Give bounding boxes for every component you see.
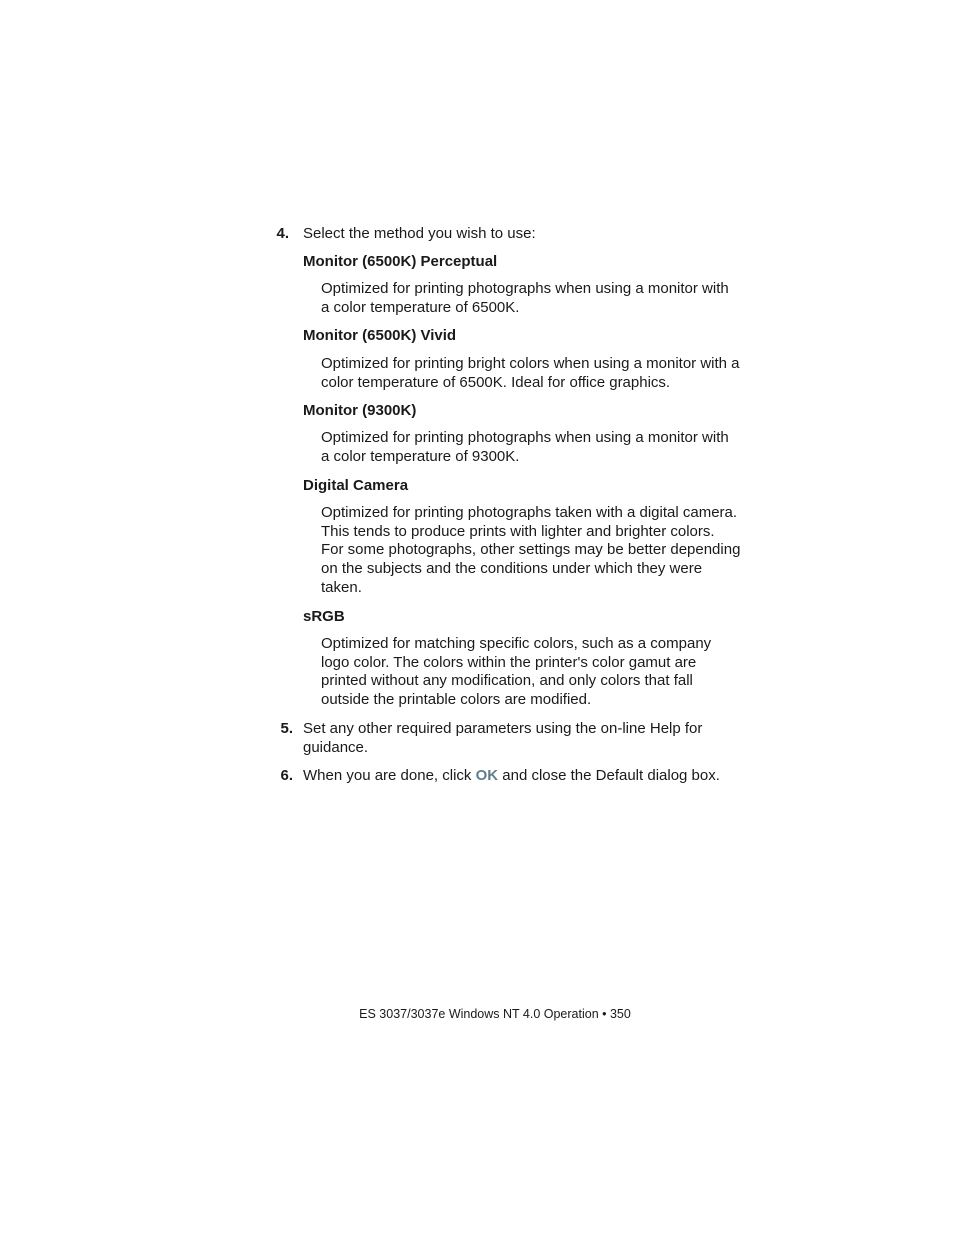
ok-button-reference[interactable]: OK <box>475 767 499 784</box>
method-description-srgb: Optimized for matching specific colors, such as a company logo color. The colors within the printer's color gamut are printed without any modification, and only colors that fall outside the printable colors are modified. <box>321 635 712 709</box>
method-description-digital-camera: Optimized for printing photographs taken with a digital camera. This tends to produce prints with lighter and brighter colors. For some photographs, other settings may be better depending on the subjects and the conditions under which they were taken. <box>321 504 741 596</box>
method-heading-vivid: Monitor (6500K) Vivid <box>303 327 457 344</box>
page-footer: ES 3037/3037e Windows NT 4.0 Operation • 350 <box>359 1007 631 1021</box>
method-heading-perceptual: Monitor (6500K) Perceptual <box>303 253 498 270</box>
method-heading-digital-camera: Digital Camera <box>303 477 409 494</box>
method-description-vivid: Optimized for printing bright colors when using a monitor with a color temperature of 6500K. Ideal for office graphics. <box>321 355 740 391</box>
method-description-perceptual: Optimized for printing photographs when using a monitor with a color temperature of 6500K. <box>321 280 729 316</box>
step-text: Select the method you wish to use: <box>303 225 536 242</box>
step-number: 5. <box>280 720 293 737</box>
method-heading-9300k: Monitor (9300K) <box>303 402 417 419</box>
step-text: Set any other required parameters using the on-line Help for guidance. <box>303 720 703 756</box>
step-number: 6. <box>280 767 293 784</box>
step-text-after: and close the Default dialog box. <box>498 767 720 784</box>
step-text <box>303 766 743 785</box>
method-description-9300k: Optimized for printing photographs when using a monitor with a color temperature of 9300K. <box>321 429 729 465</box>
step-text-before: When you are done, click <box>303 767 476 784</box>
step-number: 4. <box>276 225 289 242</box>
method-heading-srgb: sRGB <box>303 608 345 625</box>
